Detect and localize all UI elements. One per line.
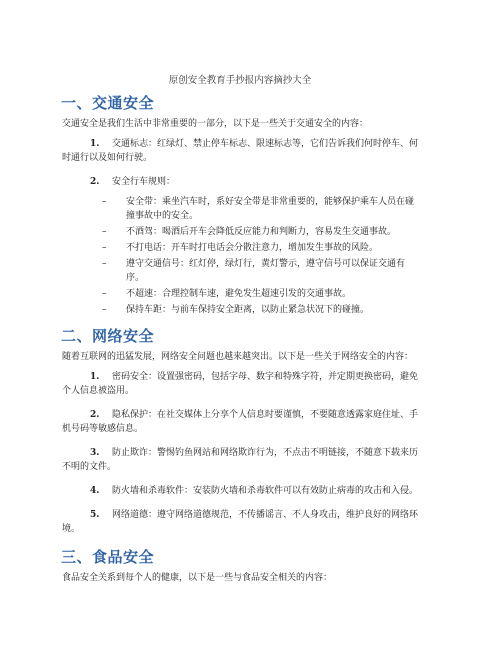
dash-marker: – [102, 305, 107, 315]
list-item-text: 防火墙和杀毒软件：安装防火墙和杀毒软件可以有效防止病毒的攻击和入侵。 [112, 486, 419, 496]
list-item [62, 484, 418, 498]
section-heading-food: 三、食品安全 [61, 548, 155, 566]
bullet-text: 遵守交通信号：红灯停，绿灯行，黄灯警示，遵守信号可以保证交通有序。 [126, 259, 406, 283]
bullet-item [102, 241, 418, 255]
list-item [62, 446, 418, 474]
traffic-numbered-list [62, 137, 418, 189]
bullet-item [102, 195, 418, 223]
list-item-number: 2. [90, 410, 100, 420]
list-item-text: 隐私保护：在社交媒体上分享个人信息时要谨慎，不要随意透露家庭住址、手机号码等敏感信息。 [62, 410, 419, 434]
list-item [62, 408, 418, 436]
bullet-item [102, 225, 418, 239]
bullet-item [102, 257, 418, 285]
list-item-number: 5. [90, 510, 100, 520]
list-item-number: 1. [90, 139, 100, 149]
bullet-text: 不打电话：开车时打电话会分散注意力，增加发生事故的风险。 [126, 243, 379, 253]
dash-marker: – [102, 197, 107, 207]
section-intro-traffic: 交通安全是我们生活中非常重要的一部分，以下是一些关于交通安全的内容： [62, 119, 369, 129]
section-intro-network: 随着互联网的迅猛发展，网络安全问题也越来越突出。以下是一些关于网络安全的内容： [62, 352, 414, 362]
dash-marker: – [102, 289, 107, 299]
list-item [62, 175, 418, 189]
dash-marker: – [102, 259, 107, 269]
document-title: 原创安全教育手抄报内容摘抄大全 [168, 75, 312, 86]
bullet-text: 不超速：合理控制车速，避免发生超速引发的交通事故。 [126, 289, 352, 299]
section-heading-traffic: 一、交通安全 [61, 94, 155, 112]
list-item [62, 137, 418, 165]
list-item-number: 4. [90, 486, 100, 496]
bullet-text: 安全带：乘坐汽车时，系好安全带是非常重要的，能够保护乘车人员在碰撞事故中的安全。 [126, 197, 415, 221]
bullet-item [102, 303, 418, 317]
bullet-text: 不酒驾：喝酒后开车会降低反应能力和判断力，容易发生交通事故。 [126, 227, 397, 237]
list-item-number: 2. [90, 177, 100, 187]
bullet-text: 保持车距：与前车保持安全距离，以防止紧急状况下的碰撞。 [126, 305, 370, 315]
dash-marker: – [102, 227, 107, 237]
list-item [62, 370, 418, 398]
section-intro-food: 食品安全关系到每个人的健康，以下是一些与食品安全相关的内容： [62, 573, 333, 583]
list-item-number: 1. [90, 372, 100, 382]
section-heading-network: 二、网络安全 [61, 327, 155, 345]
list-item-text: 防止欺诈：警惕钓鱼网站和网络欺诈行为，不点击不明链接，不随意下载来历不明的文件。 [62, 448, 419, 472]
network-numbered-list [62, 370, 418, 536]
list-item-number: 3. [90, 448, 100, 458]
traffic-rules-list [62, 195, 418, 317]
list-item-text: 安全行车规则： [112, 177, 176, 187]
list-item-text: 密码安全：设置强密码，包括字母、数字和特殊字符，并定期更换密码，避免个人信息被盗用。 [62, 372, 419, 396]
list-item-text: 交通标志：红绿灯、禁止停车标志、限速标志等，它们告诉我们何时停车、何时通行以及如何行驶。 [62, 139, 419, 163]
list-item-text: 网络道德：遵守网络道德规范，不传播谣言、不人身攻击，维护良好的网络环境。 [62, 510, 419, 534]
list-item [62, 508, 418, 536]
dash-marker: – [102, 243, 107, 253]
bullet-item [102, 287, 418, 301]
